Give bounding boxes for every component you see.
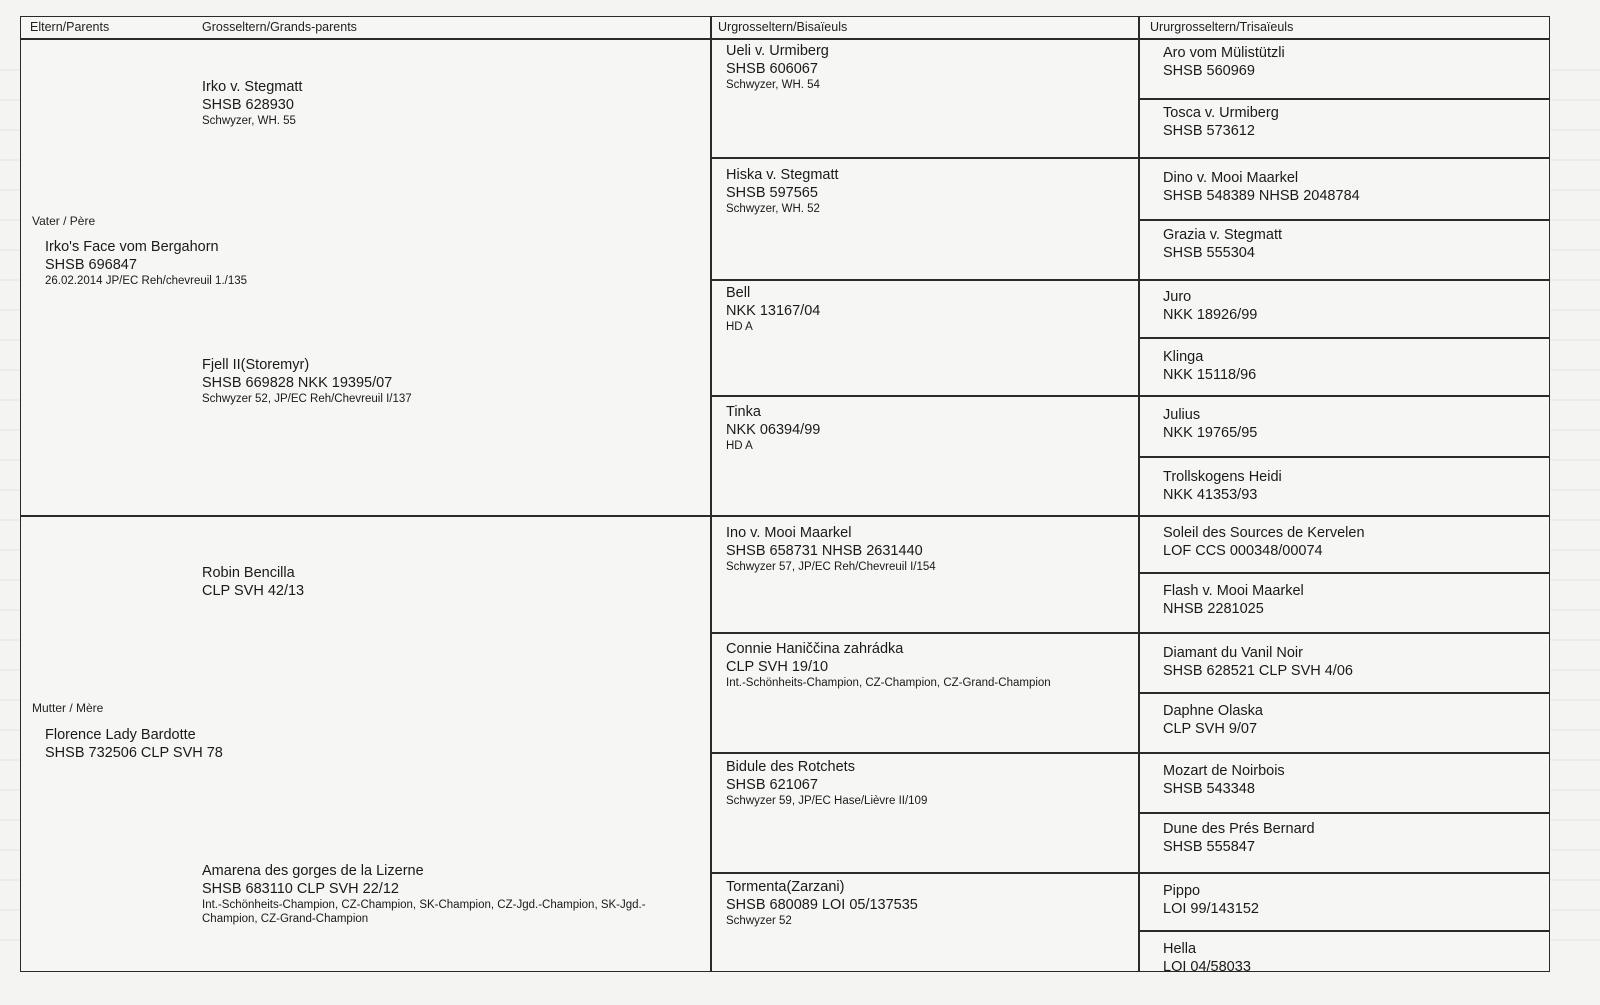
- ggg-name: Tosca v. Urmiberg: [1163, 105, 1279, 121]
- ggg-reg: LOF CCS 000348/00074: [1163, 543, 1323, 559]
- ggg-entry: [1163, 820, 1315, 856]
- ggg-reg: LOI 04/58033: [1163, 959, 1251, 975]
- great-grandparent-entry: [726, 42, 829, 92]
- ggg-divider: [1138, 872, 1550, 874]
- ggg-reg: NKK 15118/96: [1163, 367, 1257, 383]
- sire-dam-divider: [20, 515, 1550, 517]
- gg-note: Schwyzer 59, JP/EC Hase/Lièvre II/109: [726, 795, 928, 807]
- ggg-reg: SHSB 543348: [1163, 781, 1255, 797]
- ggg-entry: [1163, 524, 1365, 560]
- grandparent-note: Schwyzer 52, JP/EC Reh/Chevreuil I/137: [202, 393, 412, 405]
- gg-name: Bidule des Rotchets: [726, 759, 855, 775]
- ggg-name: Trollskogens Heidi: [1163, 469, 1282, 485]
- gg-note: HD A: [726, 440, 753, 452]
- ggg-name: Julius: [1163, 407, 1201, 423]
- gg-name: Connie Haniččina zahrádka: [726, 641, 904, 657]
- gg-divider: [710, 872, 1140, 874]
- grandparent-name: Robin Bencilla: [202, 565, 295, 581]
- ggg-entry: [1163, 940, 1251, 976]
- ggg-divider: [1138, 395, 1550, 397]
- header-divider: [20, 38, 1550, 40]
- sire-entry: [45, 238, 247, 288]
- grandparent-entry: [202, 78, 302, 128]
- ggg-name: Soleil des Sources de Kervelen: [1163, 525, 1365, 541]
- ggg-entry: [1163, 702, 1263, 738]
- grandparent-reg: SHSB 628930: [202, 97, 294, 113]
- header-grandparents: Grosseltern/Grands-parents: [202, 20, 357, 34]
- gg-divider: [710, 279, 1140, 281]
- gg-reg: SHSB 597565: [726, 185, 818, 201]
- great-grandparent-entry: [726, 166, 839, 216]
- great-grandparent-entry: [726, 284, 820, 334]
- ggg-name: Diamant du Vanil Noir: [1163, 645, 1303, 661]
- ggg-divider: [1138, 632, 1550, 634]
- ggg-name: Grazia v. Stegmatt: [1163, 227, 1282, 243]
- gg-name: Tormenta(Zarzani): [726, 879, 845, 895]
- dam-name: Florence Lady Bardotte: [45, 727, 196, 743]
- ggg-reg: SHSB 555847: [1163, 839, 1255, 855]
- sire-reg: SHSB 696847: [45, 257, 137, 273]
- great-grandparent-entry: [726, 524, 936, 574]
- grandparent-name: Amarena des gorges de la Lizerne: [202, 863, 424, 879]
- ggg-divider: [1138, 572, 1550, 574]
- column-divider-3: [1138, 16, 1140, 972]
- ggg-reg: LOI 99/143152: [1163, 901, 1259, 917]
- ggg-name: Dune des Prés Bernard: [1163, 821, 1315, 837]
- ggg-entry: [1163, 348, 1256, 384]
- gg-reg: SHSB 680089 LOI 05/137535: [726, 897, 918, 913]
- column-divider-2: [710, 16, 712, 972]
- pedigree-table: [20, 16, 1550, 972]
- ggg-name: Juro: [1163, 289, 1192, 305]
- dam-role-label: Mutter / Mère: [32, 701, 104, 715]
- ggg-entry: [1163, 644, 1353, 680]
- ggg-entry: [1163, 882, 1259, 918]
- gg-note: HD A: [726, 321, 753, 333]
- ggg-name: Klinga: [1163, 349, 1204, 365]
- grandparent-reg: CLP SVH 42/13: [202, 583, 305, 599]
- gg-note: Schwyzer, WH. 52: [726, 203, 820, 215]
- ggg-entry: [1163, 468, 1282, 504]
- grandparent-note: Schwyzer, WH. 55: [202, 115, 296, 127]
- gg-note: Schwyzer 57, JP/EC Reh/Chevreuil I/154: [726, 561, 936, 573]
- gg-note: Schwyzer 52: [726, 915, 792, 927]
- ggg-reg: NKK 18926/99: [1163, 307, 1258, 323]
- gg-reg: NKK 13167/04: [726, 303, 821, 319]
- grandparent-entry: [202, 862, 682, 926]
- ggg-reg: CLP SVH 9/07: [1163, 721, 1258, 737]
- grandparent-reg: SHSB 669828 NKK 19395/07: [202, 375, 393, 391]
- gg-name: Ino v. Mooi Maarkel: [726, 525, 852, 541]
- gg-note: Int.-Schönheits-Champion, CZ-Champion, CZ-Grand-Champion: [726, 677, 1051, 689]
- ggg-divider: [1138, 812, 1550, 814]
- grandparent-name: Fjell II(Storemyr): [202, 357, 310, 373]
- gg-reg: SHSB 658731 NHSB 2631440: [726, 543, 923, 559]
- great-grandparent-entry: [726, 758, 927, 808]
- ggg-name: Daphne Olaska: [1163, 703, 1263, 719]
- ggg-reg: SHSB 628521 CLP SVH 4/06: [1163, 663, 1353, 679]
- gg-divider: [710, 632, 1140, 634]
- grandparent-name: Irko v. Stegmatt: [202, 79, 303, 95]
- ggg-reg: SHSB 555304: [1163, 245, 1255, 261]
- ggg-divider: [1138, 337, 1550, 339]
- ggg-divider: [1138, 279, 1550, 281]
- ggg-reg: SHSB 560969: [1163, 63, 1255, 79]
- gg-reg: CLP SVH 19/10: [726, 659, 829, 675]
- ggg-name: Hella: [1163, 941, 1197, 957]
- ggg-reg: NKK 41353/93: [1163, 487, 1258, 503]
- gg-reg: SHSB 606067: [726, 61, 818, 77]
- dam-reg: SHSB 732506 CLP SVH 78: [45, 745, 223, 761]
- grandparent-entry: [202, 356, 412, 406]
- great-grandparent-entry: [726, 403, 820, 453]
- great-grandparent-entry: [726, 878, 918, 928]
- ggg-reg: SHSB 573612: [1163, 123, 1255, 139]
- header-great-grandparents: Urgrosseltern/Bisaïeuls: [718, 20, 848, 34]
- header-parents: Eltern/Parents: [30, 20, 110, 34]
- ggg-divider: [1138, 752, 1550, 754]
- gg-divider: [710, 157, 1140, 159]
- sire-note: 26.02.2014 JP/EC Reh/chevreuil 1./135: [45, 275, 248, 287]
- ggg-entry: [1163, 762, 1285, 798]
- gg-reg: NKK 06394/99: [726, 422, 821, 438]
- gg-name: Bell: [726, 285, 751, 301]
- ggg-reg: NHSB 2281025: [1163, 601, 1264, 617]
- gg-reg: SHSB 621067: [726, 777, 818, 793]
- ggg-name: Pippo: [1163, 883, 1201, 899]
- ggg-entry: [1163, 226, 1282, 262]
- dam-entry: [45, 726, 223, 762]
- ggg-divider: [1138, 692, 1550, 694]
- ggg-entry: [1163, 288, 1257, 324]
- ggg-entry: [1163, 44, 1285, 80]
- sire-role-label: Vater / Père: [32, 214, 96, 228]
- ggg-entry: [1163, 104, 1279, 140]
- gg-name: Hiska v. Stegmatt: [726, 167, 839, 183]
- header-great-great-grandparents: Ururgrosseltern/Trisaïeuls: [1150, 20, 1294, 34]
- ggg-name: Dino v. Mooi Maarkel: [1163, 170, 1299, 186]
- gg-name: Tinka: [726, 404, 761, 420]
- ggg-divider: [1138, 930, 1550, 932]
- ggg-entry: [1163, 582, 1304, 618]
- gg-divider: [710, 752, 1140, 754]
- ggg-name: Mozart de Noirbois: [1163, 763, 1285, 779]
- grandparent-note: Int.-Schönheits-Champion, CZ-Champion, SK-Champion, CZ-Jgd.-Champion, SK-Jgd.-Champion, CZ-Grand-Champion: [202, 899, 646, 925]
- ggg-divider: [1138, 157, 1550, 159]
- ggg-reg: NKK 19765/95: [1163, 425, 1258, 441]
- ggg-name: Aro vom Mülistützli: [1163, 45, 1285, 61]
- ggg-divider: [1138, 98, 1550, 100]
- ggg-divider: [1138, 219, 1550, 221]
- gg-note: Schwyzer, WH. 54: [726, 79, 820, 91]
- sire-name: Irko's Face vom Bergahorn: [45, 239, 219, 255]
- ggg-reg: SHSB 548389 NHSB 2048784: [1163, 188, 1360, 204]
- gg-name: Ueli v. Urmiberg: [726, 43, 829, 59]
- gg-divider: [710, 395, 1140, 397]
- ggg-name: Flash v. Mooi Maarkel: [1163, 583, 1304, 599]
- great-grandparent-entry: [726, 640, 1051, 690]
- grandparent-reg: SHSB 683110 CLP SVH 22/12: [202, 881, 399, 897]
- grandparent-entry: [202, 564, 304, 600]
- ggg-entry: [1163, 169, 1360, 205]
- ggg-entry: [1163, 406, 1257, 442]
- ggg-divider: [1138, 456, 1550, 458]
